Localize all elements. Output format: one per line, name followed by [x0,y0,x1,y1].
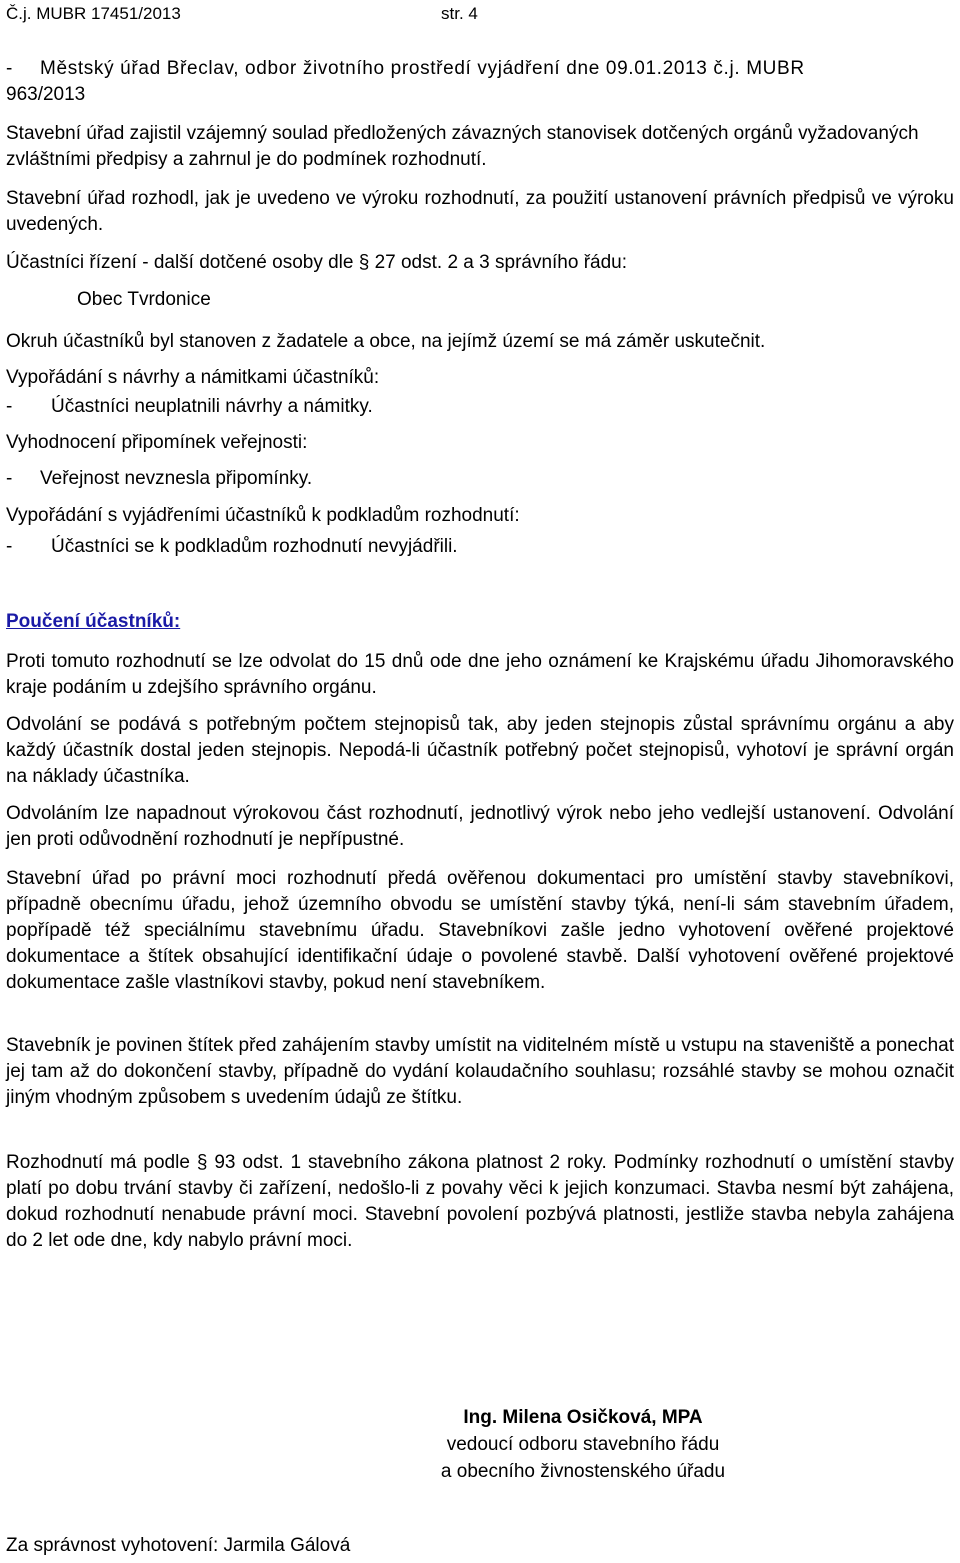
bullet-dash: - [6,58,13,79]
public-heading: Vyhodnocení připomínek veřejnosti: [6,432,308,453]
instruction-paragraph-2: Odvolání se podává s potřebným počtem stejnopisů tak, aby jeden stejnopis zůstal správnímu orgánu a aby každý účastník dostal jeden stejnopis. Nepodá-li účastník potřebný počet stejnopisů, vyhotoví je správní orgán na náklady účastníka. [6,714,954,787]
footer-prepared-by: Za správnost vyhotovení: Jarmila Gálová [6,1535,351,1556]
proposals-heading: Vypořádání s návrhy a námitkami účastníků: [6,367,380,388]
opinion-line-2: 963/2013 [6,84,86,105]
bullet-dash: - [6,396,13,417]
instruction-paragraph-6: Rozhodnutí má podle § 93 odst. 1 stavebního zákona platnost 2 roky. Podmínky rozhodnutí o umístění stavby platí po dobu trvání stavby či zařízení, nedošlo-li z povahy věci k jejich konzumaci. Stavba nesmí být zahájena, dokud rozhodnutí nenabude právní moci. Stavební povolení pozbývá platnosti, jestliže stavba nebyla zahájena do 2 let ode dne, kdy nabylo právní moci. [6,1152,954,1251]
proposals-item-text: Účastníci neuplatnili návrhy a námitky. [51,396,373,417]
instruction-paragraph-3: Odvoláním lze napadnout výrokovou část rozhodnutí, jednotlivý výrok nebo jeho vedlejší ustanovení. Odvolání jen proti odůvodnění rozhodnutí je nepřípustné. [6,803,954,850]
statements-item-text: Účastníci se k podkladům rozhodnutí nevyjádřili. [51,536,458,557]
instruction-paragraph-1: Proti tomuto rozhodnutí se lze odvolat do 15 dnů ode dne jeho oznámení ke Krajskému úřadu Jihomoravského kraje podáním u zdejšího správního orgánu. [6,651,954,698]
page-number: str. 4 [441,4,478,23]
bullet-dash: - [6,536,13,557]
statements-heading: Vypořádání s vyjádřeními účastníků k podkladům rozhodnutí: [6,505,520,526]
public-item [6,466,312,492]
proposals-item [6,394,373,420]
bullet-dash: - [6,468,13,489]
statements-item [6,534,458,560]
instruction-paragraph-4: Stavební úřad po právní moci rozhodnutí předá ověřenou dokumentaci pro umístění stavby stavebníkovi, případně obecnímu úřadu, jehož územního obvodu se umístění stavby týká, není-li sám stavebním úřadem, popřípadě též speciálnímu stavebnímu úřadu. Stavebníkovi zašle jedno vyhotovení ověřené projektové dokumentace a štítek obsahující identifikační údaje o povolené stavbě. Další vyhotovení ověřené projektové dokumentace zašle vlastníkovi stavby, pokud není stavebníkem. [6,868,954,993]
signature-name: Ing. Milena Osičková, MPA [463,1407,703,1428]
document-reference: Č.j. MUBR 17451/2013 [6,4,181,23]
paragraph-harmony: Stavební úřad zajistil vzájemný soulad předložených závazných stanovisek dotčených orgánů vyžadovaných zvláštními předpisy a zahrnul je do podmínek rozhodnutí. [6,123,919,170]
paragraph-circle: Okruh účastníků byl stanoven z žadatele a obce, na jejímž území se má záměr uskutečnit. [6,331,766,352]
participant-item: Obec Tvrdonice [77,289,211,310]
signature-role-2: a obecního živnostenského úřadu [440,1461,726,1482]
opinion-item [6,56,805,82]
opinion-line-1: Městský úřad Břeclav, odbor životního prostředí vyjádření dne 09.01.2013 č.j. MUBR [40,58,805,79]
paragraph-decided: Stavební úřad rozhodl, jak je uvedeno ve výroku rozhodnutí, za použití ustanovení právních předpisů ve výroku uvedených. [6,188,954,235]
participants-heading: Účastníci řízení - další dotčené osoby dle § 27 odst. 2 a 3 správního řádu: [6,252,628,273]
public-item-text: Veřejnost nevznesla připomínky. [40,468,313,489]
signature-role-1: vedoucí odboru stavebního řádu [446,1434,720,1455]
instruction-paragraph-5: Stavebník je povinen štítek před zahájením stavby umístit na viditelném místě u vstupu na staveniště a ponechat jej tam až do dokončení stavby, případně do vydání kolaudačního souhlasu; rozsáhlé stavby se mohou označit jiným vhodným způsobem s uvedením údajů ze štítku. [6,1035,954,1108]
instruction-heading: Poučení účastníků: [6,611,181,632]
